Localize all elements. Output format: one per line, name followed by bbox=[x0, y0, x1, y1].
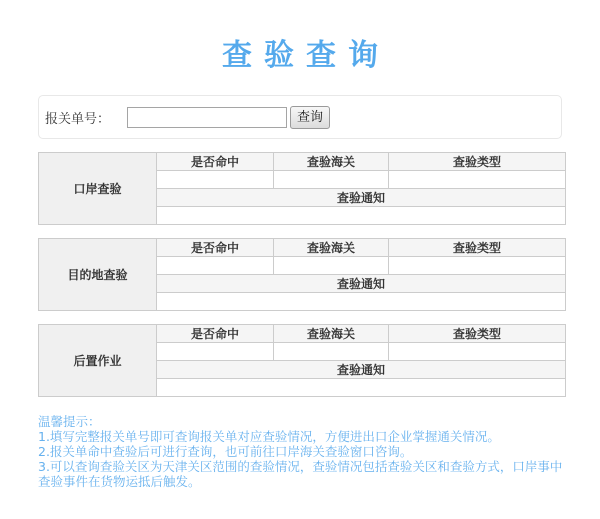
customs-value-cell bbox=[274, 343, 389, 361]
type-value-cell bbox=[389, 171, 566, 189]
port-inspection-table bbox=[38, 152, 566, 225]
query-form bbox=[38, 95, 562, 139]
type-value-cell bbox=[389, 257, 566, 275]
table-category-cell: 口岸查验 bbox=[39, 153, 157, 225]
note-item-2: 2.报关单命中查验后可进行查询，也可前往口岸海关查验窗口咨询。 bbox=[38, 444, 413, 459]
column-header-type: 查验类型 bbox=[389, 239, 566, 257]
notice-header-cell: 查验通知 bbox=[157, 361, 566, 379]
page-title: 查验查询 bbox=[222, 38, 390, 73]
column-header-hit: 是否命中 bbox=[157, 239, 274, 257]
column-header-type: 查验类型 bbox=[389, 153, 566, 171]
declaration-number-input[interactable] bbox=[127, 107, 287, 128]
column-header-hit: 是否命中 bbox=[157, 325, 274, 343]
note-item-3: 3.可以查询查验关区为天津关区范围的查验情况，查验情况包括查验关区和查验方式，口岸事中查验事件在货物运抵后触发。 bbox=[38, 459, 563, 489]
hit-value-cell bbox=[157, 257, 274, 275]
tips-title: 温馨提示： bbox=[38, 414, 101, 429]
column-header-hit: 是否命中 bbox=[157, 153, 274, 171]
customs-value-cell bbox=[274, 257, 389, 275]
tips-section bbox=[38, 414, 566, 489]
notice-value-cell bbox=[157, 293, 566, 311]
query-button[interactable]: 查询 bbox=[290, 106, 330, 129]
column-header-customs: 查验海关 bbox=[274, 153, 389, 171]
column-header-customs: 查验海关 bbox=[274, 239, 389, 257]
type-value-cell bbox=[389, 343, 566, 361]
column-header-customs: 查验海关 bbox=[274, 325, 389, 343]
notice-value-cell bbox=[157, 379, 566, 397]
notice-header-cell: 查验通知 bbox=[157, 189, 566, 207]
notice-header-cell: 查验通知 bbox=[157, 275, 566, 293]
table-category-cell: 后置作业 bbox=[39, 325, 157, 397]
customs-value-cell bbox=[274, 171, 389, 189]
declaration-number-label: 报关单号： bbox=[45, 111, 111, 127]
note-item-1: 1.填写完整报关单号即可查询报关单对应查验情况，方便进出口企业掌握通关情况。 bbox=[38, 429, 500, 444]
destination-inspection-table bbox=[38, 238, 566, 311]
hit-value-cell bbox=[157, 343, 274, 361]
hit-value-cell bbox=[157, 171, 274, 189]
post-operation-table bbox=[38, 324, 566, 397]
column-header-type: 查验类型 bbox=[389, 325, 566, 343]
table-category-cell: 目的地查验 bbox=[39, 239, 157, 311]
notice-value-cell bbox=[157, 207, 566, 225]
